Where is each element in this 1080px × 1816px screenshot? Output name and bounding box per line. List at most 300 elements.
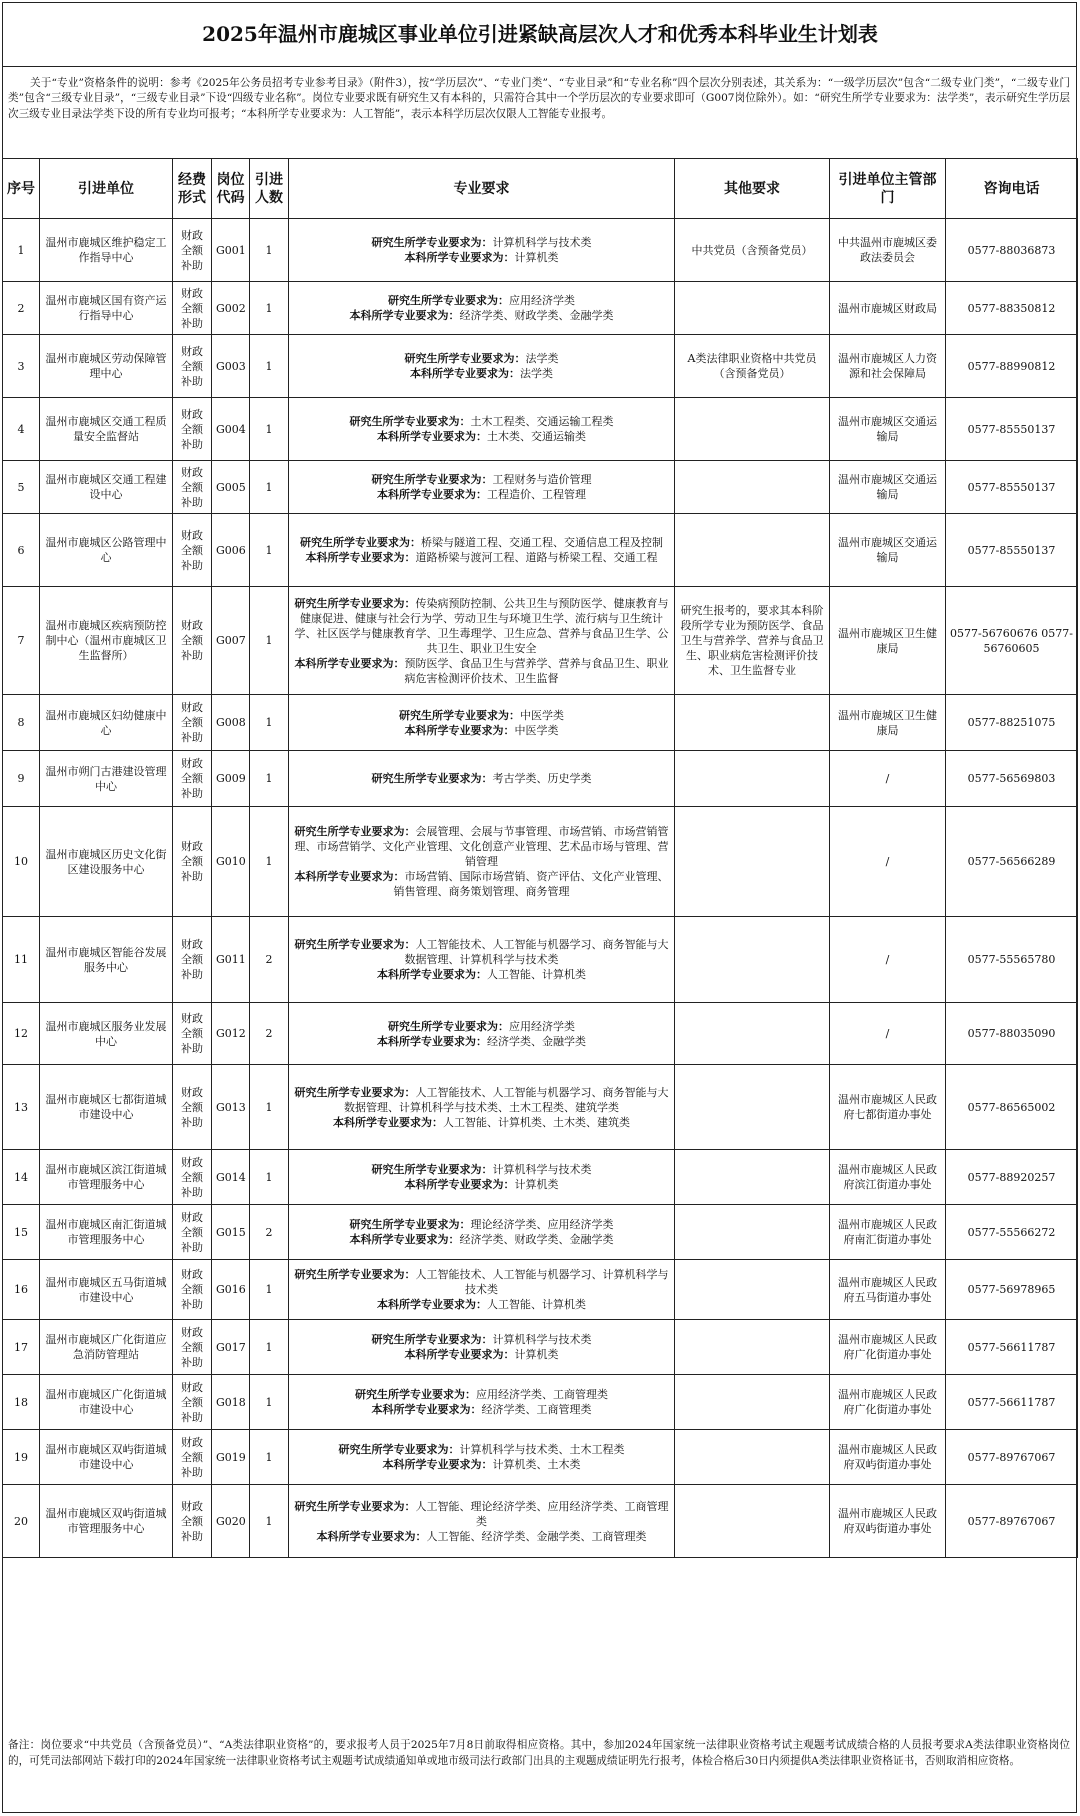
cell-seq: 6 xyxy=(3,514,40,587)
table-row xyxy=(3,695,1078,751)
cell-unit: 温州市鹿城区国有资产运行指导中心 xyxy=(40,282,173,335)
cell-code: G011 xyxy=(212,917,250,1003)
cell-major xyxy=(289,1320,675,1375)
cell-code: G010 xyxy=(212,807,250,917)
cell-code: G009 xyxy=(212,751,250,807)
undergrad-major-line xyxy=(293,967,670,982)
cell-other xyxy=(675,1430,830,1485)
major-label: 本科所学专业要求为： xyxy=(404,1348,515,1361)
cell-funding: 财政全额补助 xyxy=(173,1320,212,1375)
graduate-major-line xyxy=(293,937,670,967)
cell-seq: 17 xyxy=(3,1320,40,1375)
cell-count: 1 xyxy=(250,1430,289,1485)
table-row xyxy=(3,1375,1078,1430)
major-value: 土木类、交通运输类 xyxy=(487,430,586,443)
major-value: 应用经济学类 xyxy=(509,294,575,307)
cell-seq: 9 xyxy=(3,751,40,807)
major-label: 研究生所学专业要求为： xyxy=(371,236,493,249)
cell-other xyxy=(675,1320,830,1375)
cell-major xyxy=(289,1485,675,1558)
cell-other xyxy=(675,917,830,1003)
graduate-major-line xyxy=(293,535,670,550)
graduate-major-line xyxy=(293,596,670,656)
cell-count: 2 xyxy=(250,917,289,1003)
title-divider xyxy=(2,66,1077,67)
cell-dept: 温州市鹿城区人民政府广化街道办事处 xyxy=(830,1320,946,1375)
major-value: 计算机科学与技术类 xyxy=(492,1333,592,1346)
cell-count: 1 xyxy=(250,587,289,695)
table-row xyxy=(3,1260,1078,1320)
cell-other xyxy=(675,461,830,514)
cell-major xyxy=(289,695,675,751)
major-label: 本科所学专业要求为： xyxy=(404,1178,515,1191)
cell-phone: 0577-56569803 xyxy=(946,751,1078,807)
major-label: 本科所学专业要求为： xyxy=(377,968,487,981)
table-row xyxy=(3,1205,1078,1260)
cell-unit: 温州市鹿城区服务业发展中心 xyxy=(40,1003,173,1065)
cell-other xyxy=(675,695,830,751)
cell-dept: 温州市鹿城区人民政府七都街道办事处 xyxy=(830,1065,946,1150)
cell-seq: 13 xyxy=(3,1065,40,1150)
table-header-row xyxy=(3,159,1078,219)
cell-other xyxy=(675,1150,830,1205)
major-value: 经济学类、金融学类 xyxy=(487,1034,586,1048)
cell-major xyxy=(289,335,675,398)
cell-funding: 财政全额补助 xyxy=(173,1205,212,1260)
cell-count: 1 xyxy=(250,807,289,917)
graduate-major-line xyxy=(293,472,670,487)
cell-major xyxy=(289,1260,675,1320)
cell-code: G018 xyxy=(212,1375,250,1430)
major-value: 中医学类 xyxy=(520,708,564,722)
cell-other xyxy=(675,751,830,807)
table-row xyxy=(3,219,1078,282)
major-value: 经济学类、财政学类、金融学类 xyxy=(459,309,614,322)
major-value: 人工智能技术、人工智能与机器学习、计算机科学与技术类 xyxy=(415,1268,669,1296)
major-value: 中医学类 xyxy=(514,723,559,737)
major-label: 本科所学专业要求为： xyxy=(333,1115,443,1129)
cell-unit: 温州市鹿城区维护稳定工作指导中心 xyxy=(40,219,173,282)
major-label: 本科所学专业要求为： xyxy=(294,870,405,883)
major-value: 计算机类 xyxy=(514,251,559,264)
cell-unit: 温州市鹿城区智能谷发展服务中心 xyxy=(40,917,173,1003)
cell-count: 1 xyxy=(250,1260,289,1320)
cell-count: 2 xyxy=(250,1003,289,1065)
cell-count: 1 xyxy=(250,461,289,514)
cell-major xyxy=(289,398,675,461)
header-unit: 引进单位 xyxy=(40,159,173,219)
cell-dept: / xyxy=(830,1003,946,1065)
major-value: 法学类 xyxy=(525,352,559,365)
graduate-major-line xyxy=(293,1499,670,1529)
cell-funding: 财政全额补助 xyxy=(173,461,212,514)
major-label: 本科所学专业要求为： xyxy=(371,1403,482,1416)
table-row xyxy=(3,1430,1078,1485)
table-row xyxy=(3,1003,1078,1065)
cell-seq: 11 xyxy=(3,917,40,1003)
major-value: 市场营销、国际市场营销、资产评估、文化产业管理、销售管理、商务策划管理、商务管理 xyxy=(393,870,669,898)
cell-other xyxy=(675,514,830,587)
cell-funding: 财政全额补助 xyxy=(173,1430,212,1485)
header-other: 其他要求 xyxy=(675,159,830,219)
undergrad-major-line xyxy=(293,1402,670,1417)
major-value: 理论经济学类、应用经济学类 xyxy=(470,1218,614,1231)
major-label: 研究生所学专业要求为： xyxy=(388,294,509,307)
cell-major xyxy=(289,514,675,587)
undergrad-major-line xyxy=(293,308,670,323)
cell-code: G005 xyxy=(212,461,250,514)
header-major: 专业要求 xyxy=(289,159,675,219)
cell-count: 1 xyxy=(250,695,289,751)
major-label: 研究生所学专业要求为： xyxy=(355,1388,476,1401)
cell-code: G006 xyxy=(212,514,250,587)
cell-funding: 财政全额补助 xyxy=(173,335,212,398)
cell-seq: 19 xyxy=(3,1430,40,1485)
major-value: 预防医学、食品卫生与营养学、营养与食品卫生、职业病危害检测评价技术、卫生监督 xyxy=(404,656,669,685)
graduate-major-line xyxy=(293,351,670,366)
undergrad-major-line xyxy=(293,487,670,502)
cell-seq: 14 xyxy=(3,1150,40,1205)
undergrad-major-line xyxy=(293,1347,670,1362)
major-label: 本科所学专业要求为： xyxy=(410,367,520,380)
cell-count: 1 xyxy=(250,1485,289,1558)
graduate-major-line xyxy=(293,293,670,308)
cell-dept: / xyxy=(830,807,946,917)
cell-code: G016 xyxy=(212,1260,250,1320)
cell-other xyxy=(675,807,830,917)
major-value: 计算机类 xyxy=(514,1348,559,1361)
graduate-major-line xyxy=(293,1267,670,1297)
undergrad-major-line xyxy=(293,1297,670,1312)
cell-seq: 12 xyxy=(3,1003,40,1065)
cell-count: 1 xyxy=(250,1065,289,1150)
cell-unit: 温州市鹿城区广化街道应急消防管理站 xyxy=(40,1320,173,1375)
major-value: 经济学类、工商管理类 xyxy=(481,1403,592,1416)
major-label: 本科所学专业要求为： xyxy=(377,430,487,443)
undergrad-major-line xyxy=(293,1529,670,1544)
cell-unit: 温州市鹿城区公路管理中心 xyxy=(40,514,173,587)
graduate-major-line xyxy=(293,1442,670,1457)
major-label: 本科所学专业要求为： xyxy=(294,656,405,670)
cell-phone: 0577-88036873 xyxy=(946,219,1078,282)
cell-major xyxy=(289,917,675,1003)
cell-other: A类法律职业资格中共党员（含预备党员） xyxy=(675,335,830,398)
cell-code: G013 xyxy=(212,1065,250,1150)
header-count: 引进人数 xyxy=(250,159,289,219)
cell-seq: 8 xyxy=(3,695,40,751)
table-row xyxy=(3,587,1078,695)
cell-dept: 温州市鹿城区人力资源和社会保障局 xyxy=(830,335,946,398)
cell-unit: 温州市鹿城区广化街道城市建设中心 xyxy=(40,1375,173,1430)
cell-count: 1 xyxy=(250,335,289,398)
cell-major xyxy=(289,1430,675,1485)
cell-phone: 0577-88035090 xyxy=(946,1003,1078,1065)
undergrad-major-line xyxy=(293,1115,670,1130)
cell-funding: 财政全额补助 xyxy=(173,282,212,335)
graduate-major-line xyxy=(293,1217,670,1232)
cell-code: G015 xyxy=(212,1205,250,1260)
cell-dept: 温州市鹿城区卫生健康局 xyxy=(830,695,946,751)
cell-seq: 4 xyxy=(3,398,40,461)
cell-funding: 财政全额补助 xyxy=(173,514,212,587)
major-value: 工程财务与造价管理 xyxy=(492,473,592,486)
major-label: 本科所学专业要求为： xyxy=(404,251,515,264)
major-value: 传染病预防控制、公共卫生与预防医学、健康教育与健康促进、健康与社会行为学、劳动卫生与环境卫生学、流行病与卫生统计学、社区医学与健康教育学、卫生毒理学、卫生应急、营养与食品卫生学、公共卫生、职业卫生安全 xyxy=(294,596,669,655)
undergrad-major-line xyxy=(293,250,670,265)
cell-dept: / xyxy=(830,751,946,807)
major-value: 人工智能、计算机类 xyxy=(487,968,586,981)
cell-funding: 财政全额补助 xyxy=(173,751,212,807)
cell-dept: 温州市鹿城区交通运输局 xyxy=(830,514,946,587)
header-dept: 引进单位主管部门 xyxy=(830,159,946,219)
undergrad-major-line xyxy=(293,1034,670,1049)
recruitment-plan-table xyxy=(2,158,1078,1558)
cell-phone: 0577-89767067 xyxy=(946,1430,1078,1485)
table-row xyxy=(3,461,1078,514)
cell-other xyxy=(675,1485,830,1558)
cell-other xyxy=(675,1375,830,1430)
cell-unit: 温州市鹿城区五马街道城市建设中心 xyxy=(40,1260,173,1320)
cell-seq: 20 xyxy=(3,1485,40,1558)
table-row xyxy=(3,514,1078,587)
cell-unit: 温州市鹿城区疾病预防控制中心（温州市鹿城区卫生监督所） xyxy=(40,587,173,695)
cell-code: G007 xyxy=(212,587,250,695)
table-row xyxy=(3,1485,1078,1558)
major-label: 研究生所学专业要求为： xyxy=(294,1499,416,1513)
cell-funding: 财政全额补助 xyxy=(173,807,212,917)
major-value: 计算机科学与技术类 xyxy=(492,236,592,249)
major-value: 应用经济学类、工商管理类 xyxy=(476,1388,608,1401)
cell-other xyxy=(675,398,830,461)
cell-code: G002 xyxy=(212,282,250,335)
cell-code: G019 xyxy=(212,1430,250,1485)
cell-major xyxy=(289,751,675,807)
graduate-major-line xyxy=(293,771,670,786)
major-value: 人工智能、理论经济学类、应用经济学类、工商管理类 xyxy=(415,1499,669,1528)
cell-unit: 温州市鹿城区滨江街道城市管理服务中心 xyxy=(40,1150,173,1205)
major-value: 工程造价、工程管理 xyxy=(487,488,586,501)
graduate-major-line xyxy=(293,1387,670,1402)
graduate-major-line xyxy=(293,1332,670,1347)
cell-code: G012 xyxy=(212,1003,250,1065)
cell-other: 研究生报考的，要求其本科阶段所学专业为预防医学、食品卫生与营养学、营养与食品卫生、职业病危害检测评价技术、卫生监督专业 xyxy=(675,587,830,695)
major-value: 人工智能技术、人工智能与机器学习、商务智能与大数据管理、计算机科学与技术类 xyxy=(404,938,669,966)
cell-phone: 0577-85550137 xyxy=(946,514,1078,587)
major-value: 计算机类 xyxy=(514,1178,559,1191)
cell-seq: 1 xyxy=(3,219,40,282)
cell-code: G003 xyxy=(212,335,250,398)
major-label: 研究生所学专业要求为： xyxy=(349,1218,471,1231)
table-row xyxy=(3,335,1078,398)
major-label: 本科所学专业要求为： xyxy=(349,1233,460,1246)
cell-major xyxy=(289,587,675,695)
major-value: 法学类 xyxy=(520,367,553,380)
cell-code: G014 xyxy=(212,1150,250,1205)
major-value: 计算机科学与技术类、土木工程类 xyxy=(459,1443,625,1456)
undergrad-major-line xyxy=(293,429,670,444)
cell-unit: 温州市鹿城区双屿街道城市管理服务中心 xyxy=(40,1485,173,1558)
major-label: 研究生所学专业要求为： xyxy=(371,772,493,785)
cell-funding: 财政全额补助 xyxy=(173,587,212,695)
graduate-major-line xyxy=(293,414,670,429)
major-value: 人工智能技术、人工智能与机器学习、商务智能与大数据管理、计算机科学与技术类、土木工程类、建筑学类 xyxy=(344,1085,669,1114)
major-label: 研究生所学专业要求为： xyxy=(399,708,520,722)
table-row xyxy=(3,282,1078,335)
cell-major xyxy=(289,1375,675,1430)
major-label: 研究生所学专业要求为： xyxy=(294,938,416,951)
cell-unit: 温州市鹿城区历史文化街区建设服务中心 xyxy=(40,807,173,917)
cell-seq: 5 xyxy=(3,461,40,514)
cell-dept: 中共温州市鹿城区委政法委员会 xyxy=(830,219,946,282)
undergrad-major-line xyxy=(293,1177,670,1192)
cell-major xyxy=(289,282,675,335)
table-row xyxy=(3,1320,1078,1375)
major-label: 研究生所学专业要求为： xyxy=(294,596,416,610)
cell-major xyxy=(289,461,675,514)
cell-unit: 温州市鹿城区七都街道城市建设中心 xyxy=(40,1065,173,1150)
graduate-major-line xyxy=(293,708,670,723)
cell-seq: 7 xyxy=(3,587,40,695)
cell-unit: 温州市鹿城区南汇街道城市管理服务中心 xyxy=(40,1205,173,1260)
undergrad-major-line xyxy=(293,366,670,381)
cell-phone: 0577-86565002 xyxy=(946,1065,1078,1150)
major-label: 研究生所学专业要求为： xyxy=(388,1019,509,1033)
cell-phone: 0577-56566289 xyxy=(946,807,1078,917)
undergrad-major-line xyxy=(293,656,670,686)
cell-seq: 3 xyxy=(3,335,40,398)
cell-seq: 18 xyxy=(3,1375,40,1430)
cell-unit: 温州市鹿城区交通工程建设中心 xyxy=(40,461,173,514)
major-value: 道路桥梁与渡河工程、道路与桥梁工程、交通工程 xyxy=(415,551,658,564)
cell-funding: 财政全额补助 xyxy=(173,1260,212,1320)
cell-other xyxy=(675,282,830,335)
cell-funding: 财政全额补助 xyxy=(173,1375,212,1430)
major-label: 研究生所学专业要求为： xyxy=(371,473,493,486)
cell-dept: 温州市鹿城区人民政府滨江街道办事处 xyxy=(830,1150,946,1205)
cell-phone: 0577-88251075 xyxy=(946,695,1078,751)
cell-phone: 0577-88350812 xyxy=(946,282,1078,335)
cell-major xyxy=(289,1003,675,1065)
undergrad-major-line xyxy=(293,1457,670,1472)
cell-funding: 财政全额补助 xyxy=(173,695,212,751)
cell-code: G008 xyxy=(212,695,250,751)
cell-dept: 温州市鹿城区人民政府双屿街道办事处 xyxy=(830,1430,946,1485)
cell-phone: 0577-56760676 0577-56760605 xyxy=(946,587,1078,695)
cell-seq: 15 xyxy=(3,1205,40,1260)
footer-remark: 备注：岗位要求“中共党员（含预备党员）”、“A类法律职业资格”的，要求报考人员于2025年7月8日前取得相应资格。其中，参加2024年国家统一法律职业资格考试主观题考试成绩合格的人员报考要求A类法律职业资格岗位的，可凭司法部网站下载打印的2024年国家统一法律职业资格考试主观题考试成绩通知单或地市级司法行政部门出具的主观题成绩证明先行报考，体检合格后30日内须提供A类法律职业资格证书，否则取消相应资格。 xyxy=(8,1739,1070,1767)
major-label: 本科所学专业要求为： xyxy=(377,1298,487,1311)
cell-seq: 10 xyxy=(3,807,40,917)
major-value: 桥梁与隧道工程、交通工程、交通信息工程及控制 xyxy=(421,536,663,549)
major-label: 研究生所学专业要求为： xyxy=(294,825,416,838)
header-seq: 序号 xyxy=(3,159,40,219)
graduate-major-line xyxy=(293,824,670,869)
cell-phone: 0577-88990812 xyxy=(946,335,1078,398)
cell-major xyxy=(289,1065,675,1150)
cell-dept: 温州市鹿城区人民政府双屿街道办事处 xyxy=(830,1485,946,1558)
cell-other xyxy=(675,1065,830,1150)
cell-count: 1 xyxy=(250,398,289,461)
cell-phone: 0577-56978965 xyxy=(946,1260,1078,1320)
cell-phone: 0577-85550137 xyxy=(946,398,1078,461)
header-funding: 经费形式 xyxy=(173,159,212,219)
cell-phone: 0577-89767067 xyxy=(946,1485,1078,1558)
cell-count: 1 xyxy=(250,1150,289,1205)
cell-dept: / xyxy=(830,917,946,1003)
page-title: 2025年温州市鹿城区事业单位引进紧缺高层次人才和优秀本科毕业生计划表 xyxy=(202,22,878,46)
cell-phone: 0577-56611787 xyxy=(946,1375,1078,1430)
major-label: 本科所学专业要求为： xyxy=(349,309,460,322)
cell-unit: 温州市鹿城区双屿街道城市建设中心 xyxy=(40,1430,173,1485)
cell-dept: 温州市鹿城区交通运输局 xyxy=(830,398,946,461)
cell-count: 1 xyxy=(250,1320,289,1375)
cell-phone: 0577-88920257 xyxy=(946,1150,1078,1205)
cell-code: G004 xyxy=(212,398,250,461)
cell-major xyxy=(289,1205,675,1260)
undergrad-major-line xyxy=(293,1232,670,1247)
cell-funding: 财政全额补助 xyxy=(173,1485,212,1558)
cell-dept: 温州市鹿城区人民政府南汇街道办事处 xyxy=(830,1205,946,1260)
major-label: 研究生所学专业要求为： xyxy=(371,1163,493,1176)
cell-funding: 财政全额补助 xyxy=(173,219,212,282)
table-row xyxy=(3,807,1078,917)
undergrad-major-line xyxy=(293,723,670,738)
major-value: 人工智能、经济学类、金融学类、工商管理类 xyxy=(426,1529,647,1543)
cell-count: 1 xyxy=(250,282,289,335)
major-label: 研究生所学专业要求为： xyxy=(294,1085,416,1099)
cell-funding: 财政全额补助 xyxy=(173,917,212,1003)
major-value: 人工智能、计算机类 xyxy=(487,1298,586,1311)
graduate-major-line xyxy=(293,235,670,250)
major-value: 会展管理、会展与节事管理、市场营销、市场营销管理、市场营销学、文化产业管理、文化创意产业管理、艺术品市场与管理、营销管理 xyxy=(294,825,669,868)
undergrad-major-line xyxy=(293,869,670,899)
major-value: 计算机科学与技术类 xyxy=(492,1163,592,1176)
cell-funding: 财政全额补助 xyxy=(173,1065,212,1150)
undergrad-major-line xyxy=(293,550,670,565)
cell-dept: 温州市鹿城区人民政府五马街道办事处 xyxy=(830,1260,946,1320)
major-value: 考古学类、历史学类 xyxy=(492,772,592,785)
major-value: 经济学类、财政学类、金融学类 xyxy=(459,1233,614,1246)
cell-other xyxy=(675,1260,830,1320)
major-label: 本科所学专业要求为： xyxy=(377,488,487,501)
cell-unit: 温州市朔门古港建设管理中心 xyxy=(40,751,173,807)
major-value: 计算机类、土木类 xyxy=(492,1458,581,1471)
cell-other xyxy=(675,1205,830,1260)
major-label: 本科所学专业要求为： xyxy=(305,551,416,564)
cell-phone: 0577-56611787 xyxy=(946,1320,1078,1375)
cell-dept: 温州市鹿城区人民政府广化街道办事处 xyxy=(830,1375,946,1430)
table-row xyxy=(3,751,1078,807)
cell-count: 1 xyxy=(250,219,289,282)
table-row xyxy=(3,1150,1078,1205)
table-row xyxy=(3,1065,1078,1150)
major-label: 研究生所学专业要求为： xyxy=(404,352,526,365)
cell-dept: 温州市鹿城区卫生健康局 xyxy=(830,587,946,695)
cell-count: 2 xyxy=(250,1205,289,1260)
graduate-major-line xyxy=(293,1019,670,1034)
major-label: 研究生所学专业要求为： xyxy=(349,415,471,428)
major-value: 应用经济学类 xyxy=(509,1019,575,1033)
cell-other xyxy=(675,1003,830,1065)
major-label: 本科所学专业要求为： xyxy=(382,1458,493,1471)
table-row xyxy=(3,398,1078,461)
cell-funding: 财政全额补助 xyxy=(173,1003,212,1065)
cell-code: G020 xyxy=(212,1485,250,1558)
cell-code: G017 xyxy=(212,1320,250,1375)
cell-count: 1 xyxy=(250,751,289,807)
major-label: 研究生所学专业要求为： xyxy=(300,536,421,549)
cell-dept: 温州市鹿城区财政局 xyxy=(830,282,946,335)
